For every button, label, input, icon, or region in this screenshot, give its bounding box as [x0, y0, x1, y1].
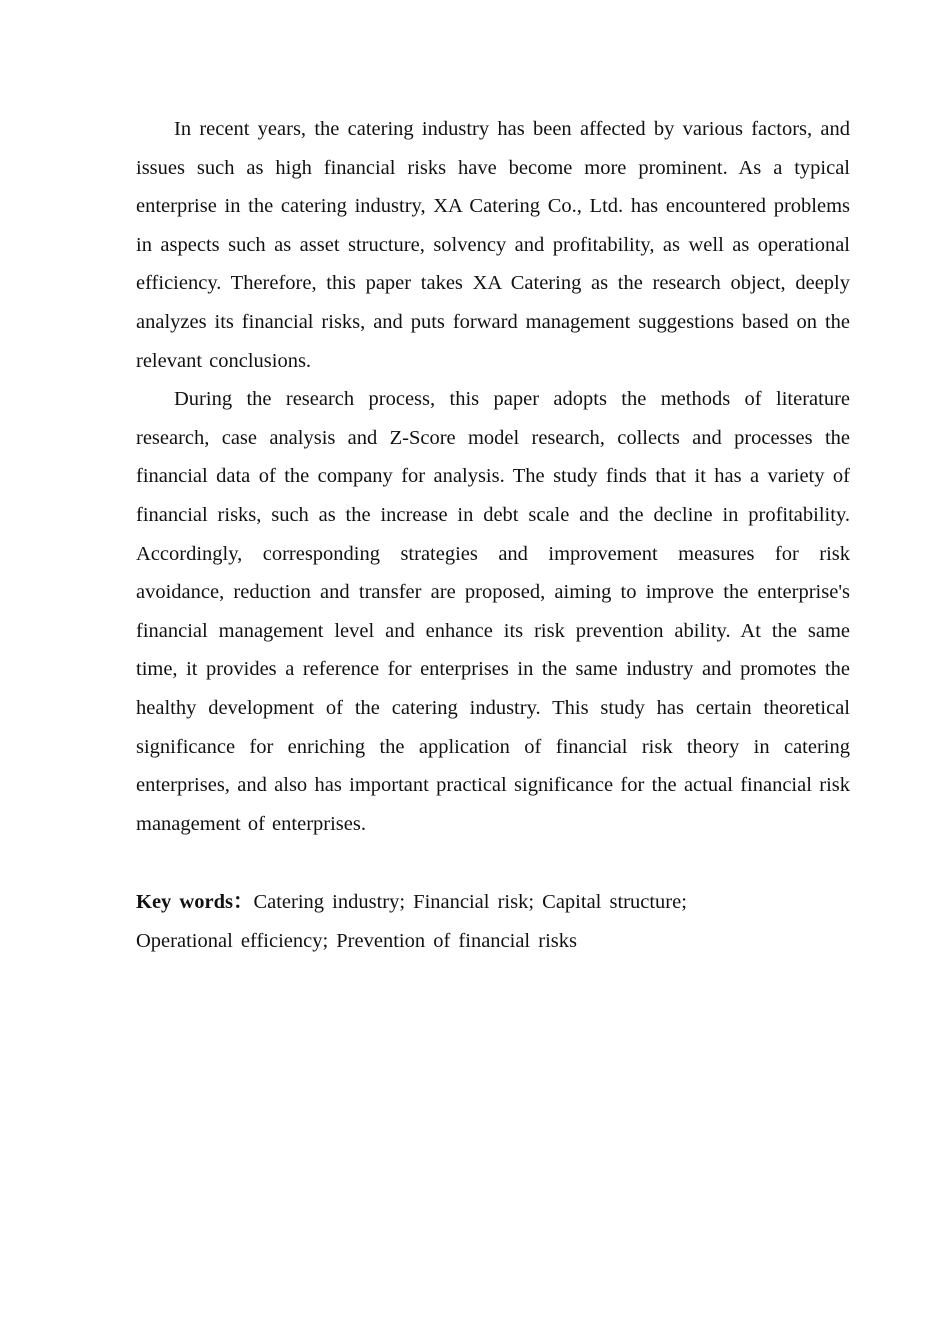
- abstract-page: [136, 110, 850, 960]
- abstract-paragraph-1: In recent years, the catering industry has been affected by various factors, and issues such as high financial risks have become more prominent. As a typical enterprise in the catering industry, XA Catering Co., Ltd. has encountered problems in aspects such as asset structure, solvency and profitability, as well as operational efficiency. Therefore, this paper takes XA Catering as the research object, deeply analyzes its financial risks, and puts forward management suggestions based on the relevant conclusions.: [136, 118, 850, 372]
- keywords-list: Catering industry; Financial risk; Capital structure; Operational efficiency; Prevention of financial risks: [136, 891, 687, 952]
- abstract-paragraph-2: During the research process, this paper adopts the methods of literature research, case analysis and Z-Score model research, collects and processes the financial data of the company for analysis. The study finds that it has a variety of financial risks, such as the increase in debt scale and the decline in profitability. Accordingly, corresponding strategies and improvement measures for risk avoidance, reduction and transfer are proposed, aiming to improve the enterprise's financial management level and enhance its risk prevention ability. At the same time, it provides a reference for enterprises in the same industry and promotes the healthy development of the catering industry. This study has certain theoretical significance for enriching the application of financial risk theory in catering enterprises, and also has important practical significance for the actual financial risk management of enterprises.: [136, 388, 850, 835]
- keywords-label: Key words：: [136, 891, 254, 914]
- keywords-section: [136, 883, 756, 960]
